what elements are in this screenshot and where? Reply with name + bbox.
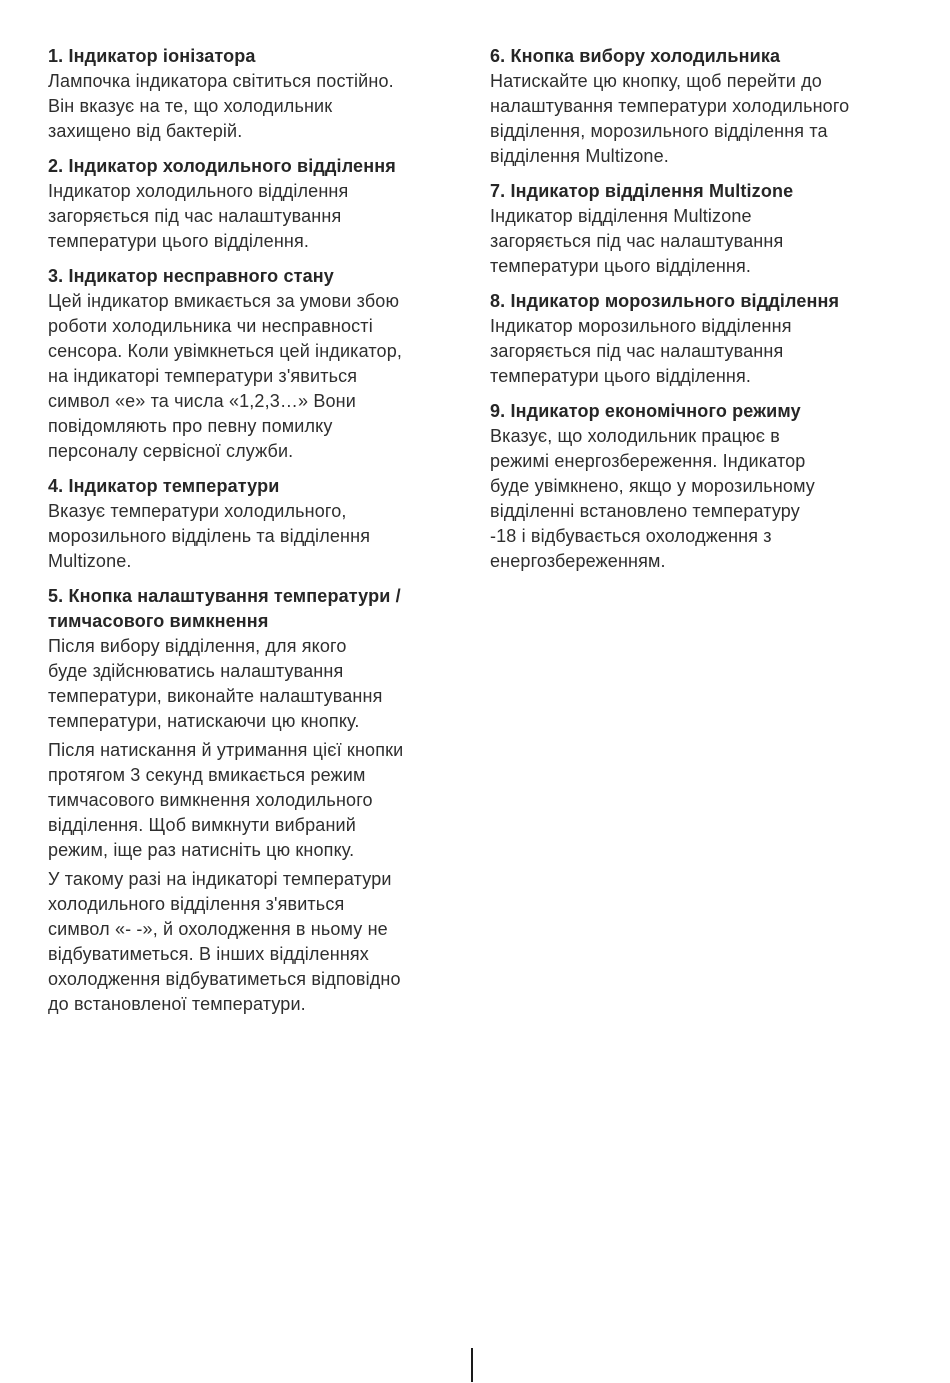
paragraph-line: Натискайте цю кнопку, щоб перейти до: [490, 71, 822, 91]
paragraph-line: холодильного відділення з'явиться: [48, 894, 345, 914]
paragraph-line: відділенні встановлено температуру: [490, 501, 800, 521]
paragraph-line: захищено від бактерій.: [48, 121, 243, 141]
paragraph-line: Індикатор холодильного відділення: [48, 181, 349, 201]
right-column: [490, 44, 930, 584]
instruction-section: [48, 584, 468, 1017]
heading-line: 2. Індикатор холодильного відділення: [48, 156, 396, 176]
section-heading: [48, 264, 468, 289]
paragraph-line: Індикатор відділення Multizone: [490, 206, 752, 226]
section-paragraph: [48, 634, 468, 734]
paragraph-line: Лампочка індикатора світиться постійно.: [48, 71, 394, 91]
paragraph-line: загоряється під час налаштування: [490, 341, 784, 361]
heading-line: 4. Індикатор температури: [48, 476, 280, 496]
paragraph-line: відділення, морозильного відділення та: [490, 121, 828, 141]
section-paragraph: [48, 289, 468, 464]
section-heading: [490, 179, 930, 204]
section-heading: [48, 474, 468, 499]
left-column: [48, 44, 468, 1027]
paragraph-line: режим, іще раз натисніть цю кнопку.: [48, 840, 355, 860]
paragraph-line: буде увімкнено, якщо у морозильному: [490, 476, 815, 496]
paragraph-line: температури цього відділення.: [48, 231, 310, 251]
heading-line: 8. Індикатор морозильного відділення: [490, 291, 840, 311]
paragraph-line: температури, виконайте налаштування: [48, 686, 383, 706]
heading-line: 1. Індикатор іонізатора: [48, 46, 256, 66]
instruction-section: [48, 44, 468, 144]
paragraph-line: У такому разі на індикаторі температури: [48, 869, 392, 889]
heading-line: 9. Індикатор економічного режиму: [490, 401, 801, 421]
section-paragraph: [490, 314, 930, 389]
paragraph-line: Цей індикатор вмикається за умови збою: [48, 291, 400, 311]
paragraph-line: до встановленої температури.: [48, 994, 306, 1014]
paragraph-line: загоряється під час налаштування: [490, 231, 784, 251]
section-paragraph: [48, 179, 468, 254]
paragraph-line: загоряється під час налаштування: [48, 206, 342, 226]
section-paragraph: [48, 499, 468, 574]
section-paragraph: [48, 738, 468, 863]
paragraph-line: сенсора. Коли увімкнеться цей індикатор,: [48, 341, 403, 361]
paragraph-line: Після вибору відділення, для якого: [48, 636, 347, 656]
paragraph-line: режимі енергозбереження. Індикатор: [490, 451, 806, 471]
paragraph-line: Індикатор морозильного відділення: [490, 316, 792, 336]
paragraph-line: протягом 3 секунд вмикається режим: [48, 765, 366, 785]
instruction-section: [48, 474, 468, 574]
paragraph-line: Вказує температури холодильного,: [48, 501, 347, 521]
page-divider-mark: [471, 1348, 473, 1382]
section-heading: [490, 399, 930, 424]
paragraph-line: температури цього відділення.: [490, 366, 752, 386]
paragraph-line: символ «- -», й охолодження в ньому не: [48, 919, 388, 939]
paragraph-line: охолодження відбуватиметься відповідно: [48, 969, 401, 989]
paragraph-line: відділення. Щоб вимкнути вибраний: [48, 815, 356, 835]
paragraph-line: роботи холодильника чи несправності: [48, 316, 373, 336]
paragraph-line: повідомляють про певну помилку: [48, 416, 333, 436]
paragraph-line: Вказує, що холодильник працює в: [490, 426, 780, 446]
paragraph-line: Він вказує на те, що холодильник: [48, 96, 333, 116]
section-heading: [48, 584, 468, 634]
paragraph-line: Multizone.: [48, 551, 132, 571]
paragraph-line: енергозбереженням.: [490, 551, 666, 571]
paragraph-line: температури цього відділення.: [490, 256, 752, 276]
section-heading: [48, 44, 468, 69]
section-paragraph: [48, 867, 468, 1017]
paragraph-line: налаштування температури холодильного: [490, 96, 850, 116]
instruction-section: [490, 399, 930, 574]
instruction-section: [48, 264, 468, 464]
section-paragraph: [490, 69, 930, 169]
heading-line: 3. Індикатор несправного стану: [48, 266, 334, 286]
paragraph-line: температури, натискаючи цю кнопку.: [48, 711, 360, 731]
paragraph-line: на індикаторі температури з'явиться: [48, 366, 358, 386]
heading-line: 6. Кнопка вибору холодильника: [490, 46, 781, 66]
paragraph-line: символ «e» та числа «1,2,3…» Вони: [48, 391, 356, 411]
paragraph-line: персоналу сервісної служби.: [48, 441, 294, 461]
heading-line: 7. Індикатор відділення Multizone: [490, 181, 794, 201]
section-paragraph: [490, 204, 930, 279]
instruction-section: [48, 154, 468, 254]
section-paragraph: [48, 69, 468, 144]
paragraph-line: -18 і відбувається охолодження з: [490, 526, 772, 546]
heading-line: тимчасового вимкнення: [48, 611, 269, 631]
paragraph-line: морозильного відділень та відділення: [48, 526, 371, 546]
paragraph-line: Після натискання й утримання цієї кнопки: [48, 740, 404, 760]
paragraph-line: тимчасового вимкнення холодильного: [48, 790, 373, 810]
heading-line: 5. Кнопка налаштування температури /: [48, 586, 401, 606]
section-heading: [48, 154, 468, 179]
paragraph-line: відбуватиметься. В інших відділеннях: [48, 944, 369, 964]
instruction-section: [490, 289, 930, 389]
instruction-section: [490, 179, 930, 279]
section-heading: [490, 289, 930, 314]
instruction-section: [490, 44, 930, 169]
paragraph-line: відділення Multizone.: [490, 146, 669, 166]
paragraph-line: буде здійснюватись налаштування: [48, 661, 344, 681]
section-paragraph: [490, 424, 930, 574]
section-heading: [490, 44, 930, 69]
